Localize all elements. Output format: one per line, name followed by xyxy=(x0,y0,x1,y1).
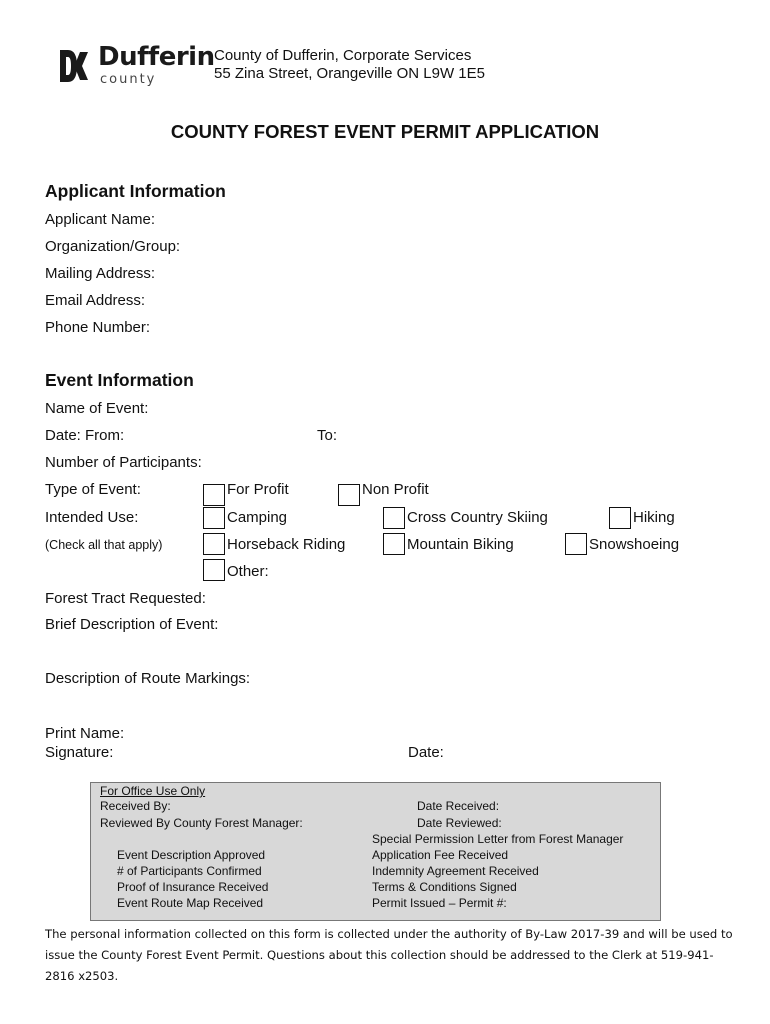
route-markings-label: Description of Route Markings: xyxy=(45,670,251,687)
signature-label: Signature: xyxy=(45,744,114,761)
office-check-item: Proof of Insurance Received xyxy=(117,880,269,894)
date-to-label: To: xyxy=(317,427,338,444)
snowshoeing-label: Snowshoeing xyxy=(589,536,680,553)
signature-date-label: Date: xyxy=(408,744,444,761)
logo-subtext: county xyxy=(100,72,157,87)
check-all-hint: (Check all that apply) xyxy=(45,538,163,552)
event-name-label: Name of Event: xyxy=(45,400,149,417)
office-check-item: Terms & Conditions Signed xyxy=(372,880,517,894)
horseback-riding-checkbox[interactable] xyxy=(203,533,225,555)
mountain-biking-checkbox[interactable] xyxy=(383,533,405,555)
participants-label: Number of Participants: xyxy=(45,454,202,471)
intended-use-label: Intended Use: xyxy=(45,509,139,526)
print-name-label: Print Name: xyxy=(45,725,125,742)
received-by-label: Received By: xyxy=(100,799,171,813)
logo-wordmark: Dufferin xyxy=(98,42,215,72)
office-check-item: Indemnity Agreement Received xyxy=(372,864,539,878)
email-address-label: Email Address: xyxy=(45,292,146,309)
applicant-name-label: Applicant Name: xyxy=(45,211,156,228)
snowshoeing-checkbox[interactable] xyxy=(565,533,587,555)
date-from-label: Date: From: xyxy=(45,427,125,444)
for-profit-checkbox[interactable] xyxy=(203,484,225,506)
event-type-label: Type of Event: xyxy=(45,481,141,498)
office-check-item: Permit Issued – Permit #: xyxy=(372,896,507,910)
for-profit-label: For Profit xyxy=(227,481,289,498)
applicant-heading: Applicant Information xyxy=(45,181,226,201)
other-label: Other: xyxy=(227,563,269,580)
date-received-label: Date Received: xyxy=(417,799,500,813)
mountain-biking-label: Mountain Biking xyxy=(407,536,514,553)
privacy-notice: The personal information collected on this form is collected under the authority of By-Law 2017-39 and will be used to issue the County Forest Event Permit. Questions about this collection should be addressed to the Clerk at 519-941-2816 x2503. xyxy=(45,927,733,983)
date-reviewed-label: Date Reviewed: xyxy=(417,816,502,830)
reviewed-by-label: Reviewed By County Forest Manager: xyxy=(100,816,303,830)
page-title: COUNTY FOREST EVENT PERMIT APPLICATION xyxy=(170,121,600,142)
mailing-address-label: Mailing Address: xyxy=(45,265,156,282)
dufferin-mark-icon xyxy=(58,46,92,86)
office-check-item: Event Description Approved xyxy=(117,848,266,862)
other-checkbox[interactable] xyxy=(203,559,225,581)
event-heading: Event Information xyxy=(45,370,194,390)
dufferin-logo xyxy=(58,42,215,90)
office-check-item: Special Permission Letter from Forest Manager xyxy=(372,832,624,846)
hiking-label: Hiking xyxy=(633,509,675,526)
office-use-heading: For Office Use Only xyxy=(100,784,206,798)
address-line-1: County of Dufferin, Corporate Services xyxy=(214,47,472,64)
cross-country-skiing-label: Cross Country Skiing xyxy=(407,509,548,526)
non-profit-checkbox[interactable] xyxy=(338,484,360,506)
camping-label: Camping xyxy=(227,509,288,526)
office-check-item: Event Route Map Received xyxy=(117,896,264,910)
phone-number-label: Phone Number: xyxy=(45,319,151,336)
event-description-label: Brief Description of Event: xyxy=(45,616,219,633)
non-profit-label: Non Profit xyxy=(362,481,429,498)
office-check-item: Application Fee Received xyxy=(372,848,509,862)
organization-label: Organization/Group: xyxy=(45,238,181,255)
camping-checkbox[interactable] xyxy=(203,507,225,529)
hiking-checkbox[interactable] xyxy=(609,507,631,529)
forest-tract-label: Forest Tract Requested: xyxy=(45,590,206,607)
horseback-riding-label: Horseback Riding xyxy=(227,536,346,553)
office-check-item: # of Participants Confirmed xyxy=(117,864,262,878)
cross-country-skiing-checkbox[interactable] xyxy=(383,507,405,529)
office-use-box xyxy=(90,782,661,921)
address-line-2: 55 Zina Street, Orangeville ON L9W 1E5 xyxy=(214,65,485,82)
